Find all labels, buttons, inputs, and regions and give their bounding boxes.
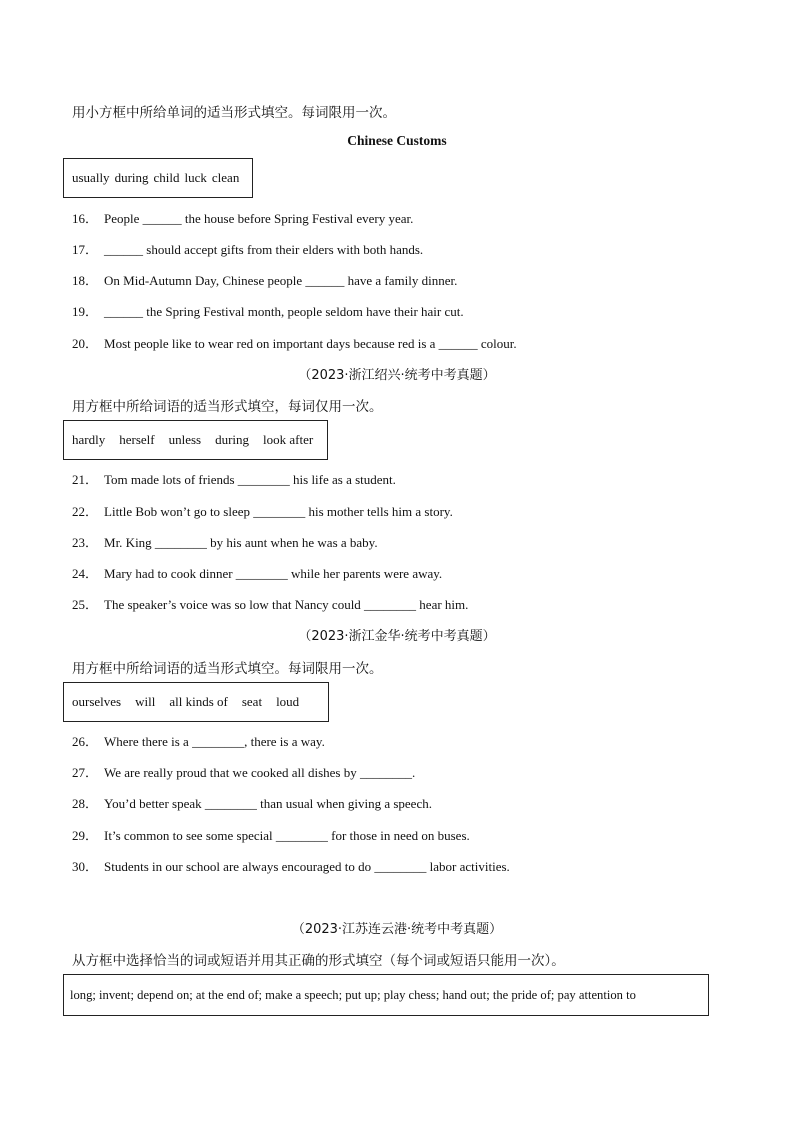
question-26: 26． Where there is a ________, there is a way. xyxy=(72,734,325,749)
question-17: 17． ______ should accept gifts from their elders with both hands. xyxy=(72,242,424,257)
word-box-item: all kinds of xyxy=(169,694,228,709)
word-box-item: ourselves xyxy=(72,694,122,709)
question-20: 20． Most people like to wear red on important days because red is a ______ colour. xyxy=(72,336,517,351)
question-30: 30． Students in our school are always encouraged to do ________ labor activities. xyxy=(72,859,510,874)
section3-source: （2023·浙江金华·统考中考真题） xyxy=(298,629,496,644)
word-box-item: hardly xyxy=(72,432,106,447)
passage-title: Chinese Customs xyxy=(347,133,447,148)
question-24: 24． Mary had to cook dinner ________ while her parents were away. xyxy=(72,566,443,581)
word-box-1 xyxy=(63,158,253,198)
question-16: 16． People ______ the house before Spring Festival every year. xyxy=(72,211,414,226)
question-19: 19． ______ the Spring Festival month, people seldom have their hair cut. xyxy=(72,304,464,319)
word-box-item: during xyxy=(215,432,250,447)
word-box-item: clean xyxy=(211,170,240,185)
word-box-item: usually xyxy=(72,170,110,185)
section2-source: （2023·浙江绍兴·统考中考真题） xyxy=(298,368,496,383)
question-23: 23． Mr. King ________ by his aunt when he was a baby. xyxy=(72,535,378,550)
word-box-item: child xyxy=(153,170,180,185)
question-27: 27． We are really proud that we cooked all dishes by ________. xyxy=(72,765,416,780)
word-box-item: look after xyxy=(263,432,314,447)
section3-instruction: 用方框中所给词语的适当形式填空。每词限用一次。 xyxy=(72,661,383,677)
word-box-2 xyxy=(63,420,328,460)
word-box-3 xyxy=(63,682,329,722)
word-box-item: luck xyxy=(184,170,207,185)
section4-source: （2023·江苏连云港·统考中考真题） xyxy=(291,922,503,937)
word-box-item: seat xyxy=(241,694,263,709)
question-22: 22． Little Bob won’t go to sleep ________ his mother tells him a story. xyxy=(72,504,453,519)
question-28: 28． You’d better speak ________ than usual when giving a speech. xyxy=(72,796,432,811)
word-box-item: will xyxy=(135,694,156,709)
section4-instruction: 从方框中选择恰当的词或短语并用其正确的形式填空（每个词或短语只能用一次）。 xyxy=(72,953,565,969)
word-box-line: long; invent; depend on; at the end of; make a speech; put up; play chess; hand out; the pride of; pay attention to xyxy=(70,987,636,1002)
question-25: 25． The speaker’s voice was so low that Nancy could ________ hear him. xyxy=(72,597,469,612)
word-box-item: loud xyxy=(276,694,300,709)
question-29: 29． It’s common to see some special ________ for those in need on buses. xyxy=(72,828,470,843)
word-box-item: during xyxy=(114,170,149,185)
word-box-4 xyxy=(63,974,709,1016)
question-21: 21． Tom made lots of friends ________ his life as a student. xyxy=(72,472,396,487)
section2-instruction: 用方框中所给词语的适当形式填空，每词仅用一次。 xyxy=(72,399,383,415)
question-18: 18． On Mid-Autumn Day, Chinese people ______ have a family dinner. xyxy=(72,273,458,288)
word-box-item: herself xyxy=(119,432,155,447)
section1-instruction: 用小方框中所给单词的适当形式填空。每词限用一次。 xyxy=(72,105,396,121)
word-box-item: unless xyxy=(168,432,202,447)
